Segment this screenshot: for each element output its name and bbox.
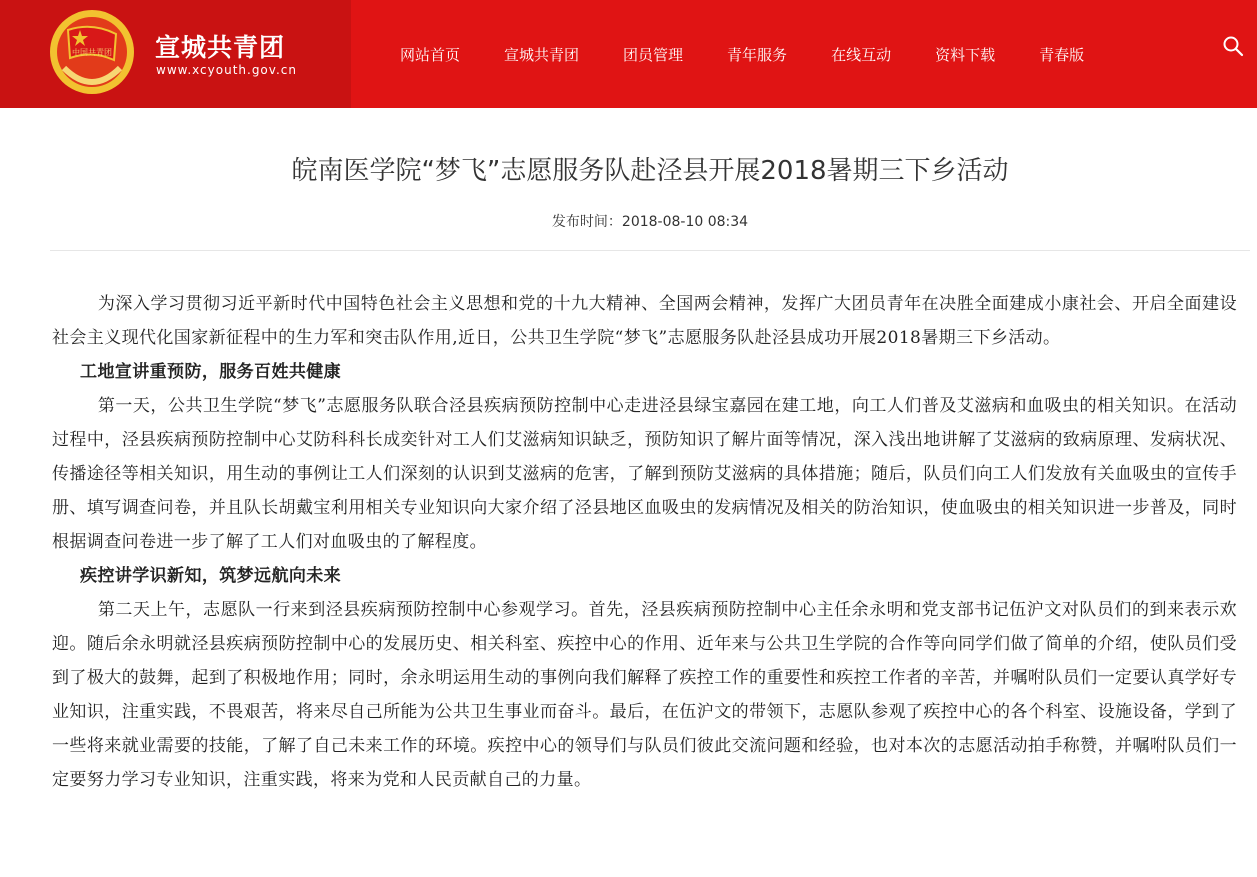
nav-member-management[interactable]: 团员管理 bbox=[623, 45, 684, 64]
section-paragraph-1: 第一天，公共卫生学院“梦飞”志愿服务队联合泾县疾病预防控制中心走进泾县绿宝嘉园在建工地，向工人们普及艾滋病和血吸虫的相关知识。在活动过程中，泾县疾病预防控制中心艾防科科长成奕针对工人们艾滋病知识缺乏，预防知识了解片面等情况，深入浅出地讲解了艾滋病的致病原理、发病状况、传播途径等相关知识，用生动的事例让工人们深刻的认识到艾滋病的危害，了解到预防艾滋病的具体措施；随后，队员们向工人们发放有关血吸虫的宣传手册、填写调查问卷，并且队长胡戴宝利用相关专业知识向大家介绍了泾县地区血吸虫的发病情况及相关的防治知识，使血吸虫的相关知识进一步普及，同时根据调查问卷进一步了解了工人们对血吸虫的了解程度。 bbox=[52, 396, 1237, 552]
main-nav bbox=[400, 0, 1128, 108]
section-heading-2: 疾控讲学识新知，筑梦远航向未来 bbox=[80, 566, 342, 586]
logo-text: 中国共青团 bbox=[72, 48, 112, 57]
nav-youth-services[interactable]: 青年服务 bbox=[727, 45, 788, 64]
nav-xuancheng-youth[interactable]: 宣城共青团 bbox=[504, 45, 580, 64]
section-paragraph-2: 第二天上午，志愿队一行来到泾县疾病预防控制中心参观学习。首先，泾县疾病预防控制中心主任余永明和党支部书记伍沪文对队员们的到来表示欢迎。随后余永明就泾县疾病预防控制中心的发展历史、相关科室、疾控中心的作用、近年来与公共卫生学院的合作等向同学们做了简单的介绍，使队员们受到了极大的鼓舞，起到了积极地作用；同时，余永明运用生动的事例向我们解释了疾控工作的重要性和疾控工作者的辛苦，并嘱咐队员们一定要认真学好专业知识，注重实践，不畏艰苦，将来尽自己所能为公共卫生事业而奋斗。最后，在伍沪文的带领下，志愿队参观了疾控中心的各个科室、设施设备，学到了一些将来就业需要的技能，了解了自己未来工作的环境。疾控中心的领导们与队员们彼此交流问题和经验，也对本次的志愿活动拍手称赞，并嘱咐队员们一定要努力学习专业知识，注重实践，将来为党和人民贡献自己的力量。 bbox=[52, 600, 1237, 790]
brand-title: 宣城共青团 bbox=[155, 33, 286, 62]
article-intro-paragraph: 为深入学习贯彻习近平新时代中国特色社会主义思想和党的十九大精神、全国两会精神，发挥广大团员青年在决胜全面建成小康社会、开启全面建设社会主义现代化国家新征程中的生力军和突击队作用,近日，公共卫生学院“梦飞”志愿服务队赴泾县成功开展2018暑期三下乡活动。 bbox=[52, 294, 1237, 348]
brand-url: www.xcyouth.gov.cn bbox=[156, 63, 297, 77]
title-divider bbox=[50, 250, 1250, 251]
article-body bbox=[52, 287, 1237, 797]
brand-area[interactable] bbox=[0, 0, 351, 108]
publish-time: 发布时间：2018-08-10 08:34 bbox=[551, 214, 749, 230]
article-title: 皖南医学院“梦飞”志愿服务队赴泾县开展2018暑期三下乡活动 bbox=[291, 156, 1009, 186]
nav-youth-edition[interactable]: 青春版 bbox=[1039, 45, 1085, 64]
nav-home[interactable]: 网站首页 bbox=[400, 45, 461, 64]
site-header bbox=[0, 0, 1257, 108]
nav-online-interaction[interactable]: 在线互动 bbox=[831, 45, 892, 64]
youth-league-logo-icon bbox=[48, 8, 136, 96]
search-icon[interactable] bbox=[1222, 35, 1244, 57]
nav-downloads[interactable]: 资料下载 bbox=[935, 45, 996, 64]
section-heading-1: 工地宣讲重预防，服务百姓共健康 bbox=[80, 362, 342, 382]
